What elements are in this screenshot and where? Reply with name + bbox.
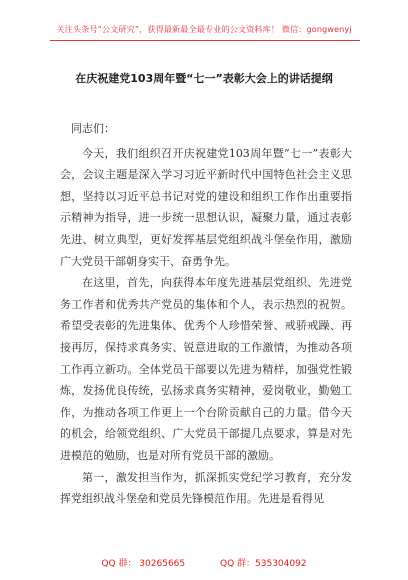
salutation: 同志们：: [71, 122, 115, 135]
document-title: 在庆祝建党103周年暨“七一”表彰大会上的讲话提纲: [75, 72, 333, 85]
paragraph-3: 第一，激发担当作为，抓深抓实党纪学习教育，充分发挥党组织战斗堡垒和党员先锋模范作用。先进是看得见: [60, 470, 352, 506]
top-banner: 关注头条号“公文研究”，获得最新最全最专业的公文资料库！ 微信：gongwenyj: [56, 24, 352, 34]
paragraph-1: 今天，我们组织召开庆祝建党103周年暨“七一”表彰大会，会议主题是深入学习习近平新时代中国特色社会主义思想，坚持以习近平总书记对党的建设和组织工作作出重要指示精神为指导，进一步统一思想认识，凝聚力量，通过表彰先进、树立典型，更好发挥基层党组织战斗堡垒作用，激励广大党员干部朝身实干、奋勇争先。: [60, 146, 352, 268]
paragraph-2: 在这里，首先，向获得本年度先进基层党组织、先进党务工作者和优秀共产党员的集体和个人，表示热烈的祝贺。希望受表彰的先进集体、优秀个人珍惜荣誉、戒骄戒躁、再接再厉，保持求真务实、锐意进取的工作激情，为推动各项工作再立新功。全体党员干部要以先进为精样，加强党性锻炼，发扬优良传统，弘扬求真务实精神，爱岗敬业，勤勉工作，为推动各项工作更上一个台阶贡献自己的力量。借今天的机会，给领党组织、广大党员干部提几点要求，算是对先进模范的勉励，也是对所有党员干部的激励。: [60, 276, 352, 462]
footer-qq-group-2: QQ 群：535304092: [220, 559, 307, 569]
footer-qq-group-1: QQ 群： 30265665: [101, 559, 186, 569]
document-body: [60, 118, 352, 510]
header-divider: [50, 40, 360, 41]
footer-contacts: [0, 556, 408, 569]
